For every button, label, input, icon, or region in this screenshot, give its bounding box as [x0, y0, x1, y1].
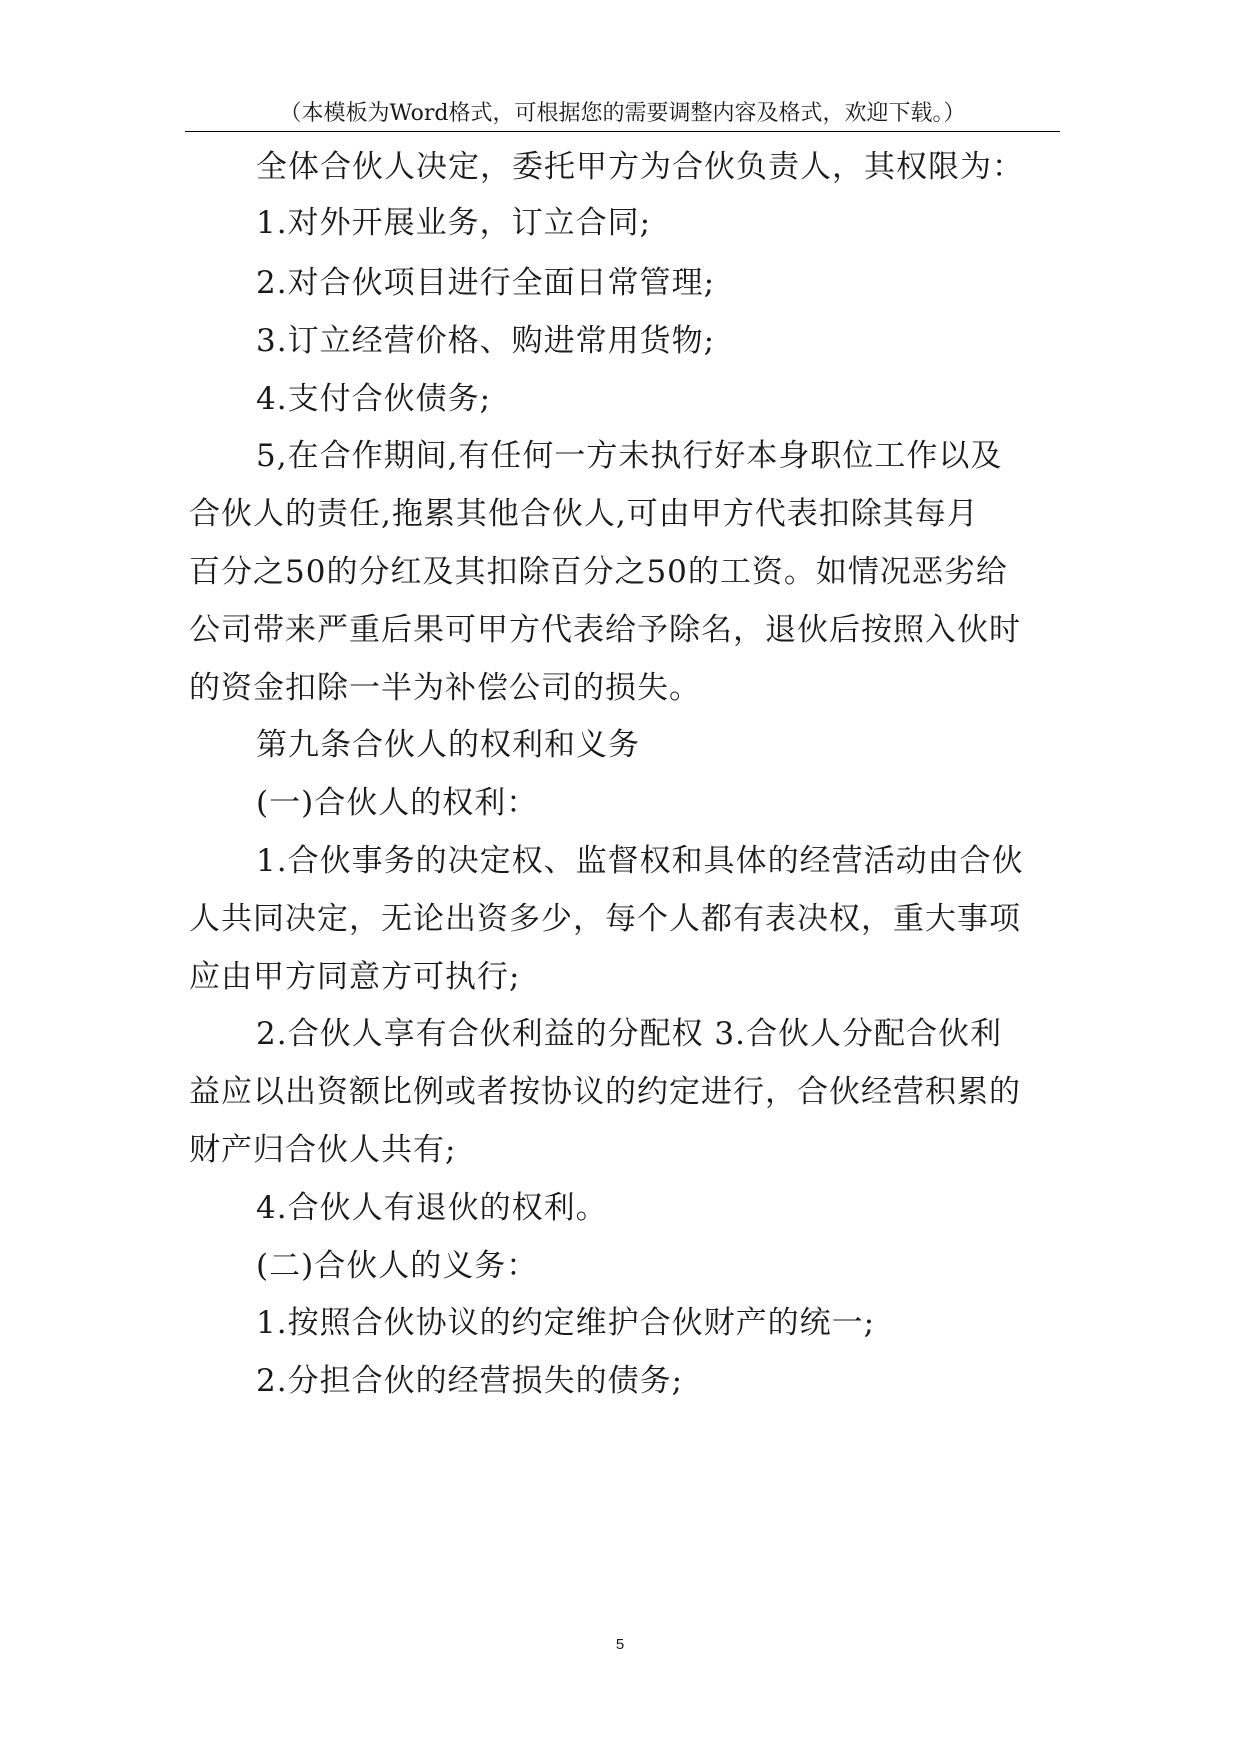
paragraph-line: 1.合伙事务的决定权、监督权和具体的经营活动由合伙: [256, 843, 1024, 879]
paragraph-line: 4.支付合伙债务;: [256, 381, 492, 417]
page-number: 5: [615, 1636, 625, 1653]
section-heading: 第九条合伙人的权利和义务: [256, 727, 640, 763]
subsection-heading: (一)合伙人的权利：: [256, 785, 539, 821]
paragraph-line: 2.合伙人享有合伙利益的分配权 3.合伙人分配合伙利: [256, 1016, 1003, 1052]
template-notice: （本模板为Word格式，可根据您的需要调整内容及格式，欢迎下载。）: [279, 101, 966, 126]
paragraph-line: 益应以出资额比例或者按协议的约定进行，合伙经营积累的: [189, 1074, 1021, 1110]
paragraph-line: 合伙人的责任,拖累其他合伙人,可由甲方代表扣除其每月: [189, 496, 979, 532]
header-divider: [185, 131, 1060, 132]
paragraph-line: 百分之50的分红及其扣除百分之50的工资。如情况恶劣给: [189, 554, 1008, 590]
paragraph-line: 财产归合伙人共有;: [189, 1132, 457, 1168]
paragraph-line: 1.按照合伙协议的约定维护合伙财产的统一;: [256, 1305, 876, 1341]
paragraph-line: 的资金扣除一半为补偿公司的损失。: [189, 670, 701, 706]
paragraph-line: 3.订立经营价格、购进常用货物;: [256, 323, 716, 359]
paragraph-line: 人共同决定，无论出资多少，每个人都有表决权，重大事项: [189, 901, 1021, 937]
paragraph-line: 5,在合作期间,有任何一方未执行好本身职位工作以及: [256, 438, 1003, 474]
paragraph-line: 应由甲方同意方可执行;: [189, 959, 521, 995]
paragraph-line: 1.对外开展业务，订立合同;: [256, 205, 652, 241]
paragraph-line: 全体合伙人决定，委托甲方为合伙负责人，其权限为：: [256, 149, 1024, 185]
subsection-heading: (二)合伙人的义务：: [256, 1248, 539, 1284]
paragraph-line: 4.合伙人有退伙的权利。: [256, 1190, 608, 1226]
paragraph-line: 2.分担合伙的经营损失的债务;: [256, 1363, 684, 1399]
paragraph-line: 2.对合伙项目进行全面日常管理;: [256, 265, 716, 301]
paragraph-line: 公司带来严重后果可甲方代表给予除名，退伙后按照入伙时: [189, 612, 1021, 648]
